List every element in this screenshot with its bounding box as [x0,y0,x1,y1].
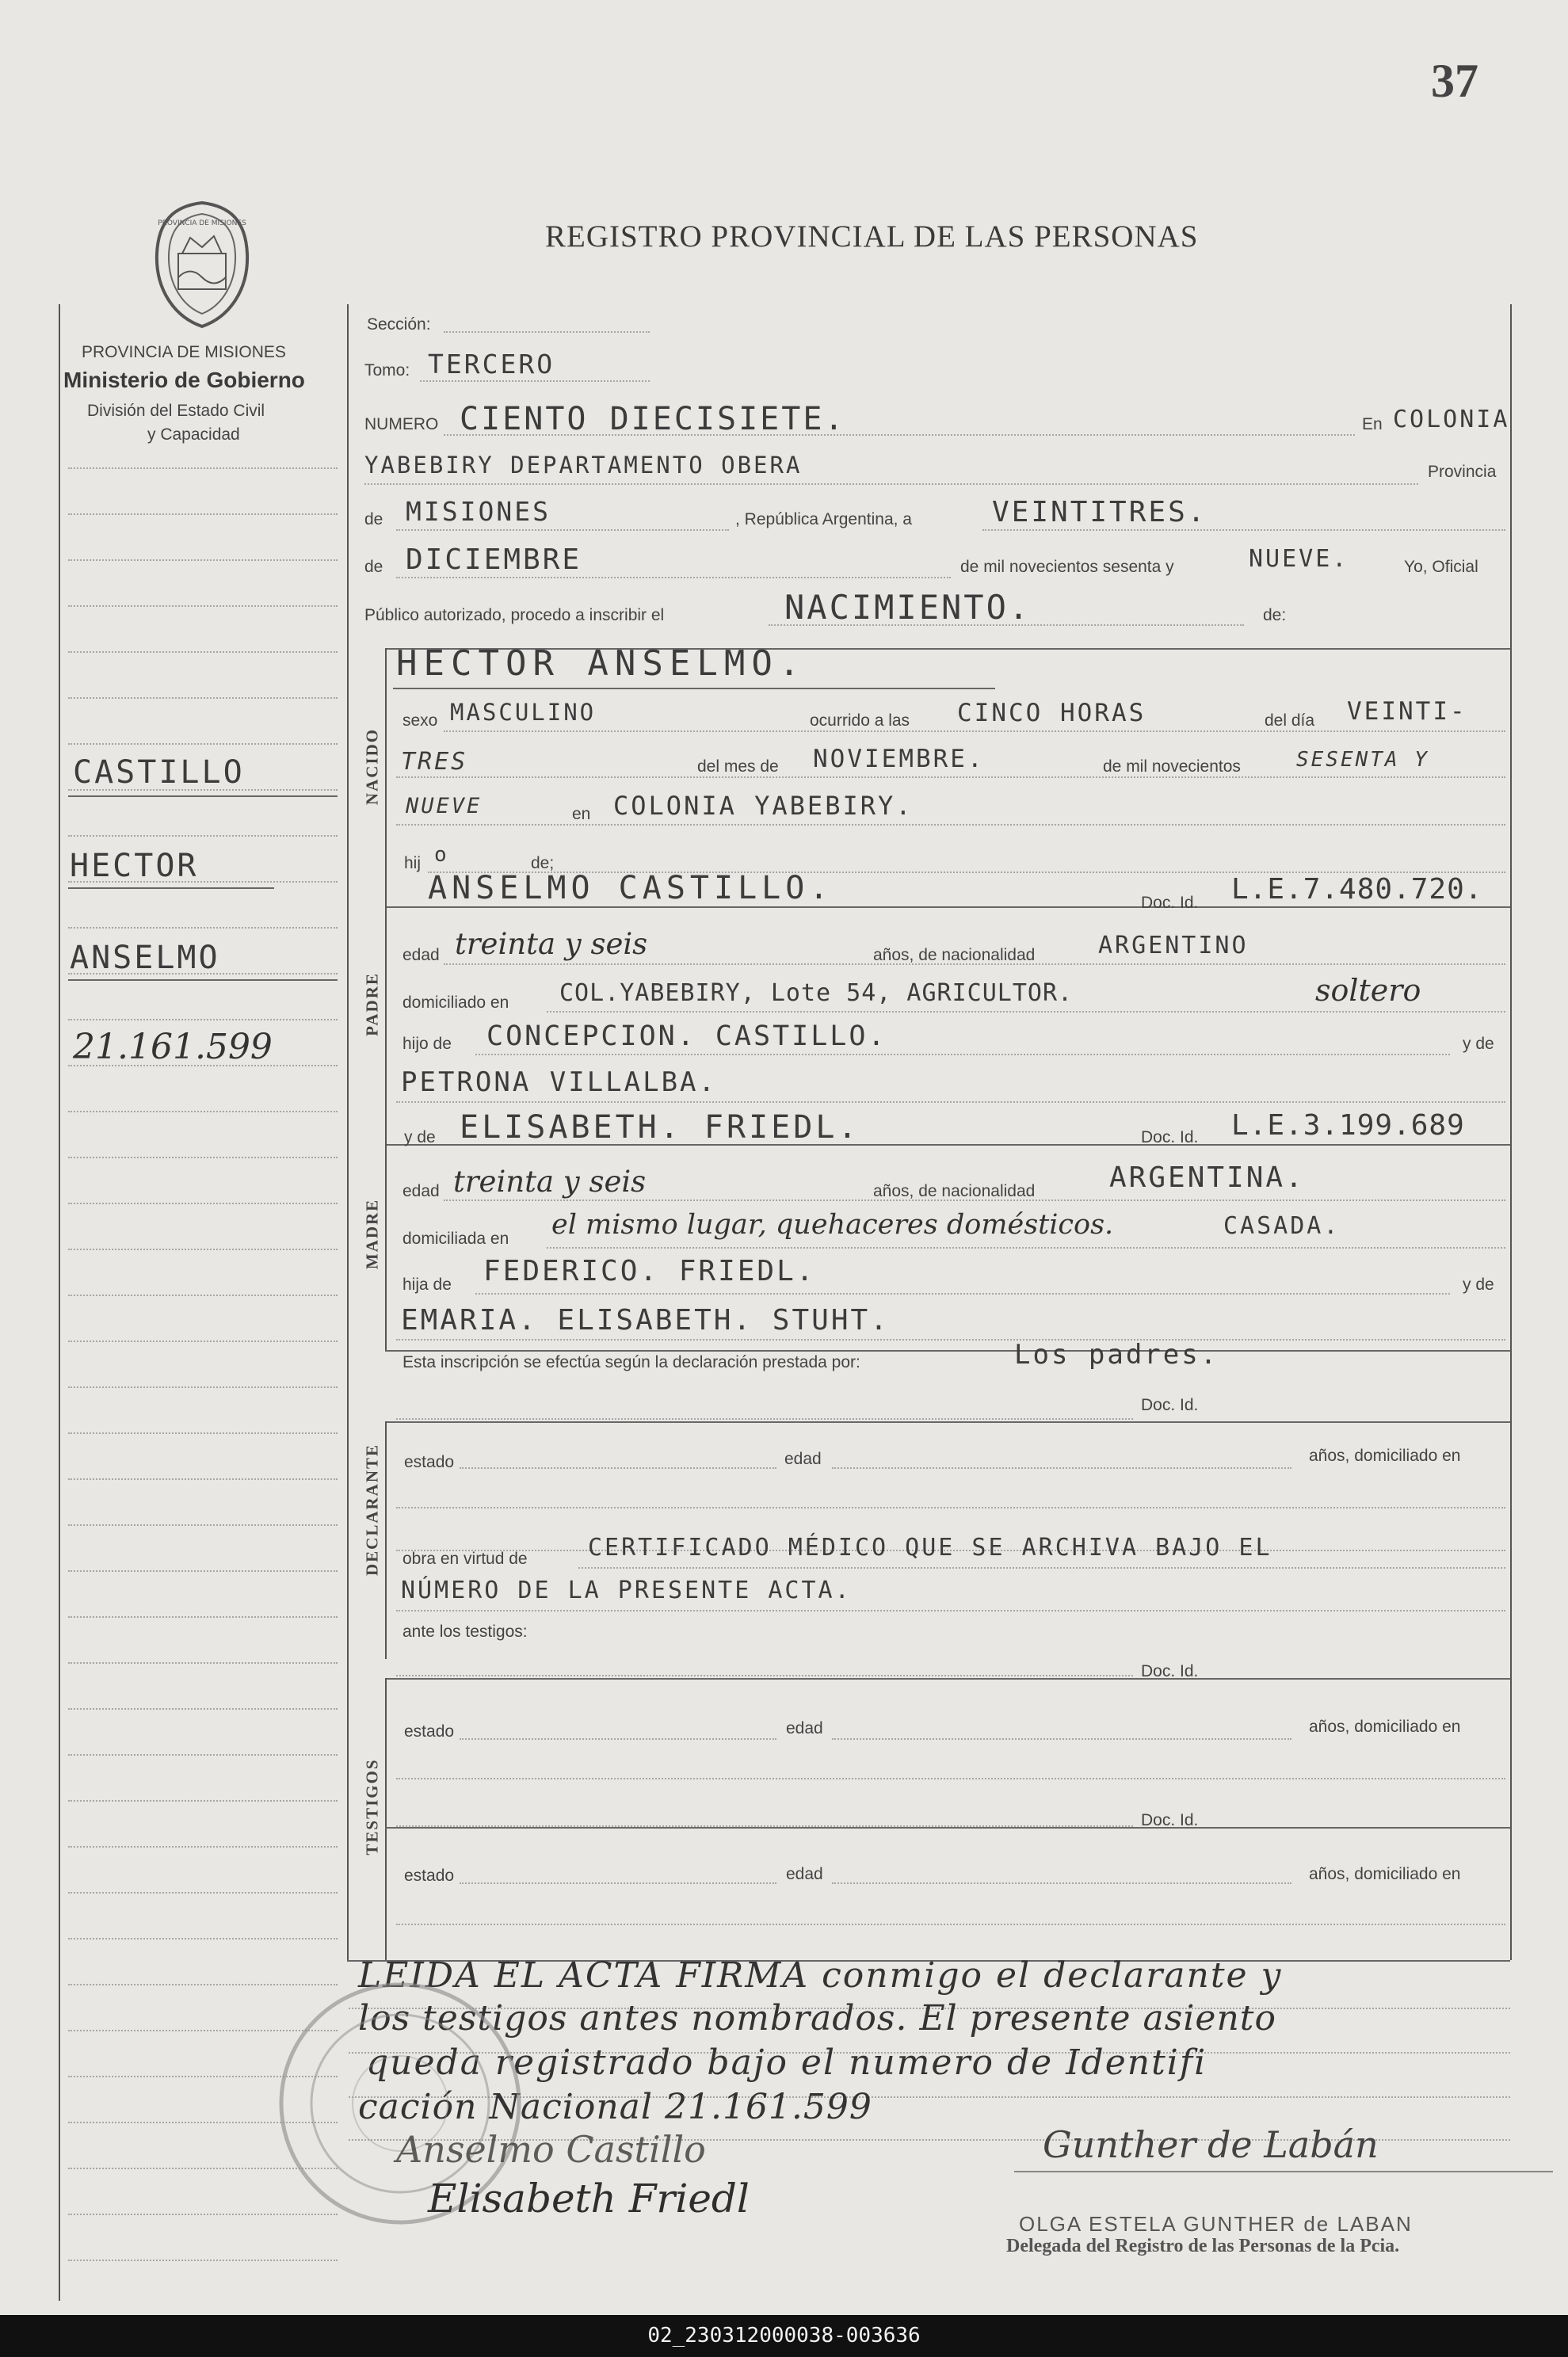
declarante-bottom-rule [385,1678,1510,1680]
lugar-line [396,824,1505,826]
section-madre: MADRE [362,1198,382,1270]
sexo-label: sexo [402,711,438,730]
scan-footer: 02_230312000038-003636 [0,2315,1568,2357]
madre-domicilio-line [547,1247,1505,1249]
testigo1-edad-line [832,1738,1291,1740]
margin-underline-2 [68,887,274,889]
madre-madre-de: EMARIA. ELISABETH. STUHT. [401,1304,890,1337]
mes-line [396,577,951,578]
margin-rule [68,1386,338,1388]
division-label-2: y Capacidad [147,425,240,444]
closing-line-4: cación Nacional 21.161.599 [358,2087,872,2127]
closing-line-3: queda registrado bajo el numero de Identifi [366,2042,1207,2083]
seccion-line [444,331,650,333]
en-label-nacido: en [572,805,591,823]
madre-estado-civil: CASADA. [1223,1212,1341,1240]
margin-rule [68,1432,338,1434]
mil-label-nacido: de mil novecientos [1103,757,1241,776]
sexo-value: MASCULINO [450,699,597,726]
margin-rule [68,1754,338,1756]
madre-nombre: ELISABETH. FRIEDL. [460,1109,860,1146]
signature-official-rule [1014,2171,1553,2172]
place-line [364,483,1418,485]
section-padre: PADRE [362,972,382,1036]
madre-y-de-label: y de [404,1128,436,1146]
margin-rule [68,1157,338,1158]
dia-value: VEINTITRES. [992,496,1207,528]
margin-rule [68,513,338,515]
place-value: YABEBIRY DEPARTAMENTO OBERA [364,452,803,479]
obra-cont-line [396,1610,1505,1611]
section-declarante: DECLARANTE [362,1443,382,1577]
margin-rule [68,1892,338,1894]
testigo1-doc-label: Doc. Id. [1141,1662,1199,1680]
padre-padre-de: CONCEPCION. CASTILLO. [486,1020,887,1052]
obra-cont: NÚMERO DE LA PRESENTE ACTA. [401,1577,852,1604]
testigo1-estado-line [460,1738,776,1740]
mil-label: de mil novecientos sesenta y [960,558,1174,576]
margin-rule [68,1478,338,1480]
testigo1-anios-label: años, domiciliado en [1309,1718,1461,1736]
margin-underline-3 [68,979,338,981]
madre-hija-line [475,1293,1450,1295]
ocurrido-label: ocurrido a las [810,711,910,730]
right-border [1510,304,1512,1960]
margin-rule [68,1616,338,1618]
margin-rule [68,1111,338,1112]
padre-nacionalidad-value: ARGENTINO [1098,932,1249,959]
de-label-1: de [364,510,383,528]
testigos-band-line [385,1678,387,1960]
margin-rule [68,835,338,837]
division-label-1: División del Estado Civil [87,402,265,420]
anio-cont: NUEVE [406,794,483,818]
padre-madre-line [396,1101,1505,1103]
del-dia-label: del día [1265,711,1315,730]
provincia-line [396,529,729,531]
declarante-anios-label: años, domiciliado en [1309,1447,1461,1465]
padre-edad-value: treinta y seis [455,927,648,961]
madre-nacionalidad-value: ARGENTINA. [1109,1161,1305,1194]
testigo2-edad-line [832,1882,1291,1884]
madre-band-line [385,1144,387,1350]
padre-doc-label: Doc. Id. [1141,894,1199,912]
margin-underline-1 [68,795,338,797]
del-mes-label: del mes de [697,757,779,776]
padre-y-de-label: y de [1463,1035,1494,1053]
hijo-de-label: de; [531,854,555,872]
provincia-value: MISIONES [406,496,551,527]
seal-text: PROVINCIA DE MISIONES [158,219,246,227]
declarante-top-rule [385,1421,1510,1423]
signature-official: Gunther de Labán [1043,2123,1379,2166]
margin-rule [68,467,338,469]
margin-rule [68,743,338,745]
province-label: PROVINCIA DE MISIONES [82,343,286,361]
madre-edad-line [444,1199,1505,1201]
signature-mother: Elisabeth Friedl [428,2176,750,2222]
seccion-label: Sección: [367,315,431,334]
nacido-nombre: HECTOR ANSELMO. [396,643,807,684]
padre-edad-label: edad [402,946,440,964]
hora-value: CINCO HORAS [957,699,1146,727]
hijo-label: hij [404,854,422,872]
margin-rule [68,1341,338,1342]
document-title: REGISTRO PROVINCIAL DE LAS PERSONAS [545,219,1199,254]
declarante-band-line [385,1421,387,1659]
testigos-intro-label: ante los testigos: [402,1623,528,1641]
madre-hija-de-label: hija de [402,1276,452,1294]
margin-rule [68,1800,338,1802]
numero-label: NUMERO [364,415,439,433]
margin-first-name: HECTOR [70,848,199,884]
testigos-mid-rule [385,1827,1510,1829]
madre-nac-label: años, de nacionalidad [873,1182,1036,1200]
margin-rule [68,1295,338,1296]
margin-rule [68,1524,338,1526]
testigo1-estado-label: estado [404,1722,455,1741]
madre-madre-line [396,1339,1505,1341]
mes-line-nacido [396,776,1505,778]
testigo1-domicilio-line [396,1778,1505,1779]
lugar-value: COLONIA YABEBIRY. [613,791,914,821]
declarante-estado-label: estado [404,1453,455,1471]
numero-line [444,434,1355,436]
official-name: OLGA ESTELA GUNTHER de LABAN [1019,2212,1413,2236]
closing-line-1: LEIDA EL ACTA FIRMA conmigo el declarante y [358,1955,1283,1996]
testigo1-doc-line [396,1675,1133,1676]
acto-value: NACIMIENTO. [784,588,1032,627]
page-number: 37 [1431,55,1478,107]
closing-line-2: los testigos antes nombrados. El presente asiento [358,1998,1276,2039]
obra-line [578,1567,1505,1569]
margin-rule [68,559,338,561]
declarante-doc-label: Doc. Id. [1141,1396,1199,1414]
publico-label: Público autorizado, procedo a inscribir el [364,606,665,624]
anio-value-nacido: SESENTA Y [1296,748,1429,772]
declarante-estado-line [460,1467,776,1469]
declarante-edad-line [832,1467,1291,1469]
nacido-nombre-underline [393,688,995,689]
dia-cont: TRES [401,748,468,776]
tomo-line [420,380,650,382]
nacido-band-line [385,648,387,906]
testigo2-estado-line [460,1882,776,1884]
tomo-label: Tomo: [364,361,410,379]
en-label: En [1362,415,1383,433]
margin-rule [68,1938,338,1939]
madre-domicilio-value: el mismo lugar, quehaceres domésticos. [551,1209,1114,1241]
dia-value-nacido: VEINTI- [1347,697,1467,726]
mes-value-nacido: NOVIEMBRE. [813,745,985,773]
margin-second-name: ANSELMO [70,940,220,976]
margin-rule [68,1708,338,1710]
padre-nac-label: años, de nacionalidad [873,946,1036,964]
madre-doc-value: L.E.3.199.689 [1231,1109,1465,1142]
obra-label: obra en virtud de [402,1550,528,1568]
margin-rule [68,1203,338,1204]
testigo2-domicilio-line [396,1924,1505,1925]
padre-domicilio-line [547,1011,1505,1013]
padre-domicilio-label: domiciliado en [402,994,509,1012]
margin-rule [68,1570,338,1572]
margin-rule [68,1019,338,1020]
hijo-suffix: o [434,843,449,867]
republica-label: , República Argentina, a [735,510,912,528]
margin-rule [68,697,338,699]
ministry-label: Ministerio de Gobierno [63,368,305,392]
testigo2-edad-label: edad [786,1865,823,1883]
oficial-label: Yo, Oficial [1404,558,1478,576]
en-value: COLONIA [1393,406,1510,433]
declaracion-value: Los padres. [1014,1339,1219,1371]
padre-doc-value: L.E.7.480.720. [1231,873,1483,906]
anio-value: NUEVE. [1249,545,1349,573]
declarante-edad-label: edad [784,1450,822,1468]
margin-surname: CASTILLO [73,754,245,791]
declarante-domicilio-line [396,1507,1505,1508]
padre-hijo-line [475,1054,1450,1055]
madre-y-de-label-2: y de [1463,1276,1494,1294]
de-label-3: de: [1263,606,1287,624]
padre-band-line [385,906,387,1144]
margin-rule [68,927,338,929]
padre-estado-civil: soltero [1315,973,1421,1008]
padre-hijo-de-label: hijo de [402,1035,452,1053]
margin-rule [68,651,338,653]
padre-domicilio-value: COL.YABEBIRY, Lote 54, AGRICULTOR. [559,979,1074,1007]
testigo2-doc-label: Doc. Id. [1141,1811,1199,1829]
testigo2-anios-label: años, domiciliado en [1309,1865,1461,1883]
testigo2-estado-label: estado [404,1867,455,1885]
section-testigos: TESTIGOS [362,1758,382,1855]
tomo-value: TERCERO [428,349,555,379]
margin-rule [68,2260,338,2261]
coat-of-arms-seal [143,198,261,331]
obra-value: CERTIFICADO MÉDICO QUE SE ARCHIVA BAJO EL [588,1534,1272,1562]
acto-line [769,624,1244,626]
declaracion-label: Esta inscripción se efectúa según la declaración prestada por: [402,1353,860,1371]
column-divider [347,304,349,1960]
testigo1-edad-label: edad [786,1719,823,1737]
provincia-label: Provincia [1428,463,1497,481]
left-border [59,304,60,2301]
madre-bottom-rule [385,1350,1510,1352]
margin-rule [68,605,338,607]
signature-father: Anselmo Castillo [396,2128,706,2171]
de-label-2: de [364,558,383,576]
madre-domicilio-label: domiciliada en [402,1230,509,1248]
padre-nombre: ANSELMO CASTILLO. [428,870,834,906]
numero-value: CIENTO DIECISIETE. [460,401,846,437]
margin-rule [68,1249,338,1250]
testigo2-doc-line [396,1825,1133,1827]
margin-id-number: 21.161.599 [73,1027,273,1067]
madre-edad-label: edad [402,1182,440,1200]
mes-value: DICIEMBRE [406,543,582,576]
official-role: Delegada del Registro de las Personas de la Pcia. [1006,2236,1400,2256]
padre-madre-de: PETRONA VILLALBA. [401,1066,717,1098]
madre-edad-value: treinta y seis [453,1165,647,1199]
madre-padre-de: FEDERICO. FRIEDL. [483,1255,816,1287]
nacido-bottom-rule [385,906,1510,908]
sexo-line [444,730,1505,732]
margin-rule [68,1662,338,1664]
margin-rule [68,1846,338,1848]
madre-doc-label: Doc. Id. [1141,1128,1199,1146]
declarante-doc-line [396,1418,1133,1420]
dia-line [982,529,1505,531]
padre-edad-line [444,963,1505,965]
section-nacido: NACIDO [362,727,382,806]
